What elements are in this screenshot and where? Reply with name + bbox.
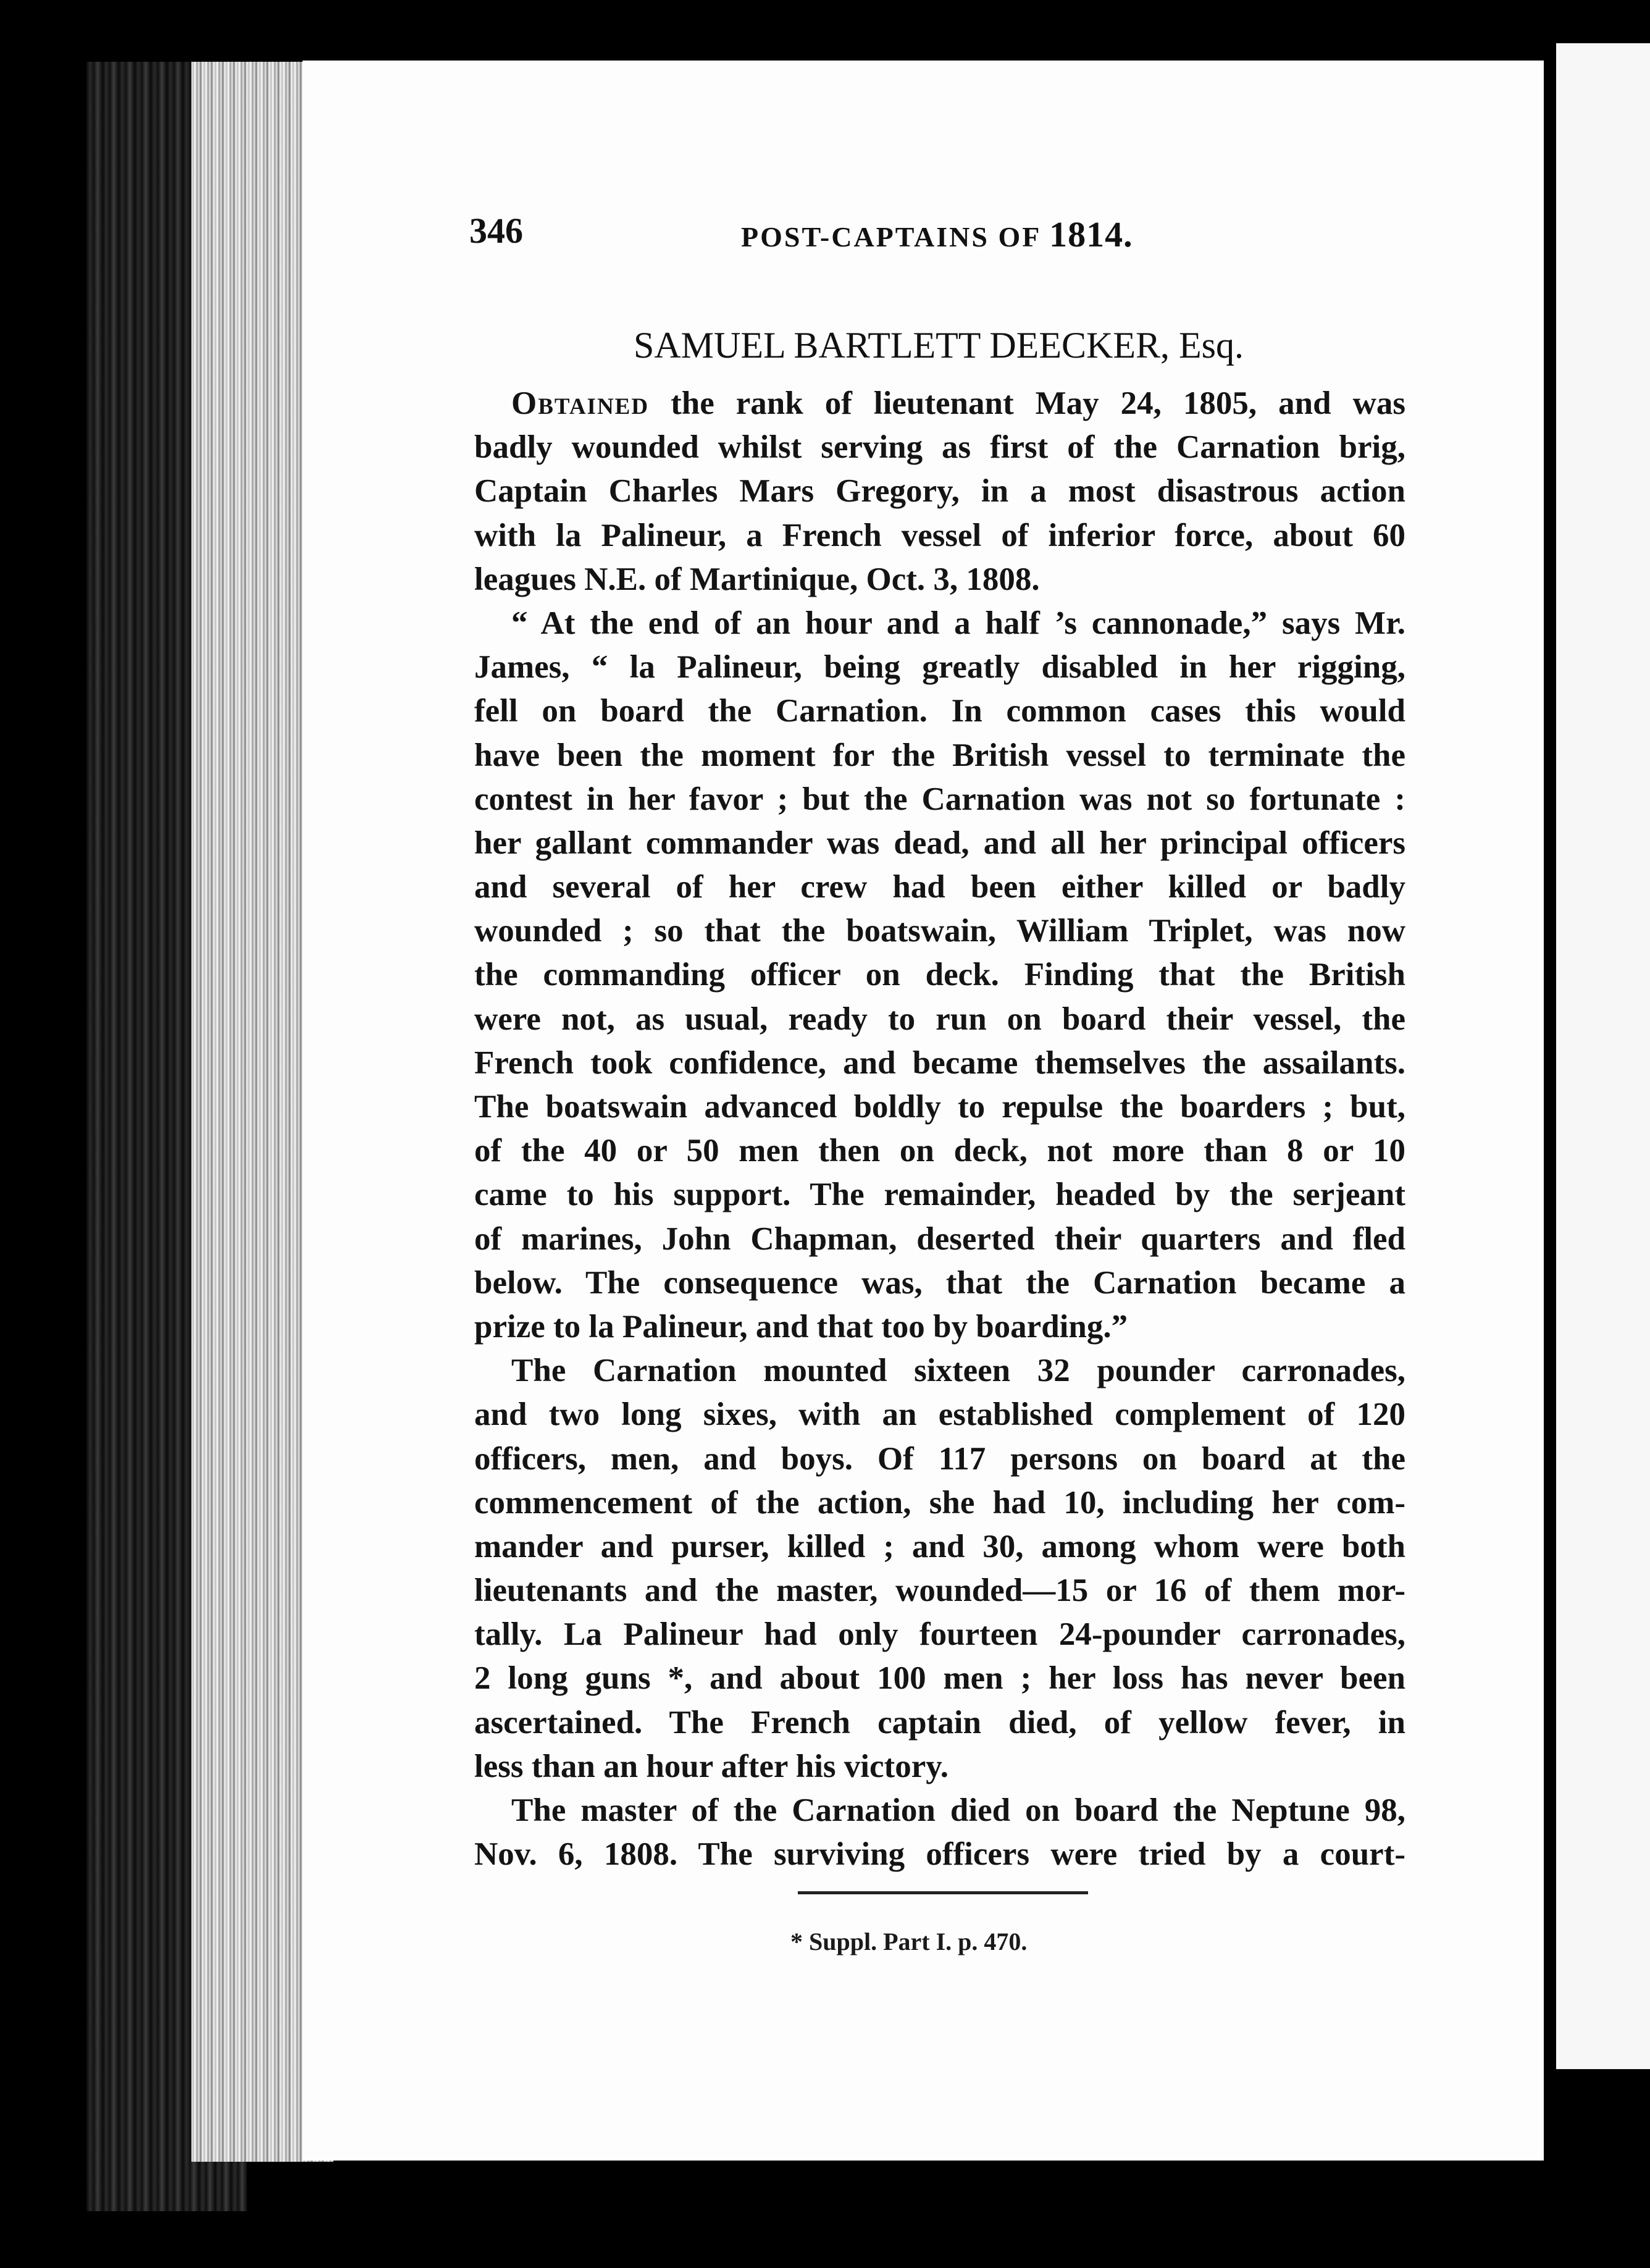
text-line: of the 40 or 50 men then on deck, not more than 8 or 10 bbox=[474, 1133, 1405, 1169]
text-line: leagues N.E. of Martinique, Oct. 3, 1808. bbox=[474, 561, 1040, 597]
text-line: James, “ la Palineur, being greatly disabled in her rigging, bbox=[474, 649, 1405, 686]
text-line: Nov. 6, 1808. The surviving officers were tried by a court- bbox=[474, 1836, 1405, 1873]
text-line: ascertained. The French captain died, of yellow fever, in bbox=[474, 1704, 1405, 1741]
text-line: and two long sixes, with an established complement of 120 bbox=[474, 1396, 1405, 1433]
text-line: lieutenants and the master, wounded—15 or 16 of them mor- bbox=[474, 1573, 1405, 1609]
text-line: mander and purser, killed ; and 30, among whom were both bbox=[474, 1528, 1405, 1564]
text-line: “ At the end of an hour and a half ’s cannonade,” says Mr. bbox=[511, 605, 1405, 641]
text-line: fell on board the Carnation. In common cases this would bbox=[474, 693, 1405, 729]
article-title: SAMUEL BARTLETT DEECKER, Esq. bbox=[633, 325, 1244, 366]
text-line: wounded ; so that the boatswain, William Triplet, was now bbox=[474, 913, 1405, 949]
text-line: tally. La Palineur had only fourteen 24-pounder carronades, bbox=[474, 1616, 1405, 1653]
text-line bbox=[474, 382, 1405, 426]
text-line: below. The consequence was, that the Carnation became a bbox=[474, 1264, 1405, 1301]
running-head-text: POST-CAPTAINS OF bbox=[741, 221, 1041, 253]
text-line: the commanding officer on deck. Finding that the British bbox=[474, 957, 1405, 993]
gutter-shadow-right bbox=[1544, 43, 1557, 2069]
facing-page-edge bbox=[1556, 43, 1650, 2069]
text-line: The Carnation mounted sixteen 32 pounder carronades, bbox=[511, 1353, 1405, 1389]
text-line: The master of the Carnation died on board the Neptune 98, bbox=[511, 1792, 1405, 1828]
page-number: 346 bbox=[469, 211, 523, 251]
text-line: badly wounded whilst serving as first of the Carnation brig, bbox=[474, 429, 1405, 466]
text-line: French took confidence, and became themselves the assailants. bbox=[474, 1044, 1405, 1081]
page-header bbox=[469, 210, 1408, 259]
text-line: of marines, John Chapman, deserted their quarters and fled bbox=[474, 1220, 1405, 1257]
footnote-rule bbox=[798, 1891, 1088, 1894]
footnote: * Suppl. Part I. p. 470. bbox=[790, 1928, 1028, 1955]
text-line: were not, as usual, ready to run on board their vessel, the bbox=[474, 1001, 1405, 1037]
text-line: her gallant commander was dead, and all her principal officers bbox=[474, 825, 1405, 861]
running-head-year: 1814. bbox=[1049, 214, 1133, 254]
body-text bbox=[474, 382, 1405, 1876]
text-line: The boatswain advanced boldly to repulse the boarders ; but, bbox=[474, 1089, 1405, 1125]
running-head bbox=[741, 214, 1133, 255]
text-line: commencement of the action, she had 10, including her com- bbox=[474, 1484, 1405, 1521]
text-line: have been the moment for the British vessel to terminate the bbox=[474, 737, 1405, 773]
lead-word: Obtained bbox=[511, 385, 650, 421]
text-line: contest in her favor ; but the Carnation was not so fortunate : bbox=[474, 781, 1405, 817]
text-line: and several of her crew had been either killed or badly bbox=[474, 869, 1405, 905]
text-line: officers, men, and boys. Of 117 persons on board at the bbox=[474, 1440, 1405, 1477]
text-line: prize to la Palineur, and that too by boarding.” bbox=[474, 1308, 1128, 1345]
text-line: with la Palineur, a French vessel of inferior force, about 60 bbox=[474, 517, 1405, 553]
text-line: Captain Charles Mars Gregory, in a most disastrous action bbox=[474, 473, 1405, 510]
text-line: 2 long guns *, and about 100 men ; her loss has never been bbox=[474, 1660, 1405, 1697]
text-line: less than an hour after his victory. bbox=[474, 1748, 949, 1784]
text-line-content: the rank of lieutenant May 24, 1805, and was bbox=[649, 385, 1405, 421]
text-line: came to his support. The remainder, headed by the serjeant bbox=[474, 1177, 1405, 1213]
